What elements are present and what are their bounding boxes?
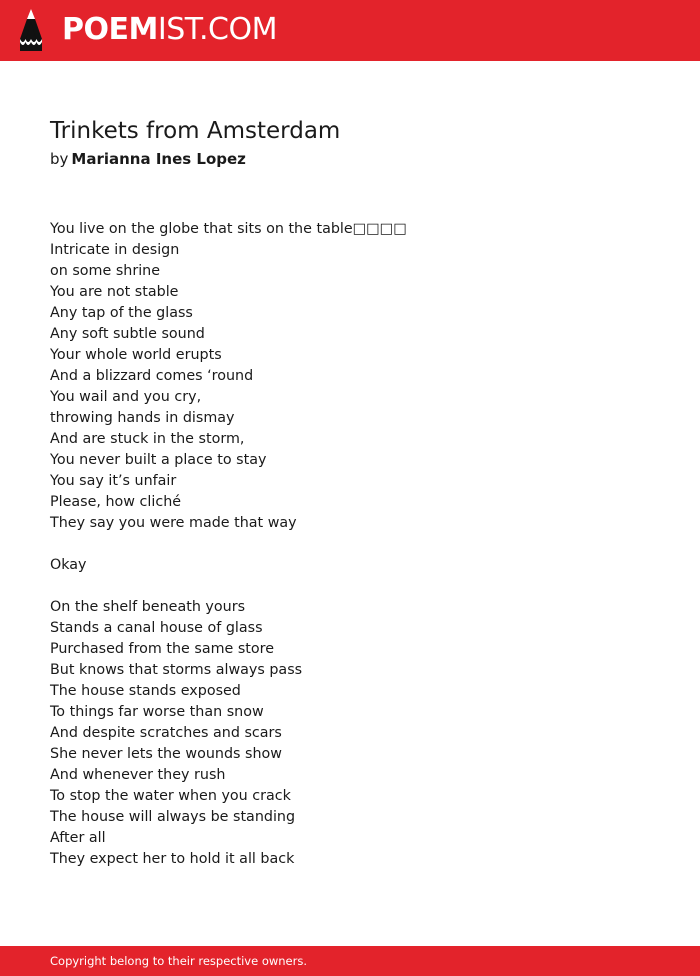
poem-line: Intricate in design	[50, 242, 180, 258]
poem-line: You wail and you cry,	[50, 389, 202, 405]
poem-line: And a blizzard comes ‘round	[50, 368, 254, 384]
poem-line: And are stuck in the storm,	[50, 431, 245, 447]
poem-line: They expect her to hold it all back	[50, 851, 295, 867]
stanza-break	[50, 576, 670, 597]
poem-author[interactable]: Marianna Ines Lopez	[71, 150, 246, 168]
pencil-logo-icon[interactable]	[18, 9, 44, 51]
poem-line: Stands a canal house of glass	[50, 620, 263, 636]
poem-line: You say it’s unfair	[50, 473, 177, 489]
site-footer	[0, 946, 700, 976]
poem-line: throwing hands in dismay	[50, 410, 235, 426]
poem-line: The house stands exposed	[50, 683, 241, 699]
site-header	[0, 0, 700, 61]
by-label: by	[50, 150, 69, 168]
poem-line: Purchased from the same store	[50, 641, 275, 657]
poem-line: Your whole world erupts	[50, 347, 222, 363]
poem-body	[50, 219, 670, 870]
poem-line: To stop the water when you crack	[50, 788, 291, 804]
poem-line: on some shrine	[50, 263, 161, 279]
poem-line: Any tap of the glass	[50, 305, 193, 321]
poem-line: On the shelf beneath yours	[50, 599, 246, 615]
poem-title: Trinkets from Amsterdam	[50, 118, 341, 144]
poem-line: After all	[50, 830, 106, 846]
poem-line: To things far worse than snow	[50, 704, 264, 720]
copyright-text: Copyright belong to their respective owners.	[50, 954, 308, 968]
poem-byline	[50, 149, 246, 169]
site-logo[interactable]	[62, 12, 277, 48]
poem-line: And despite scratches and scars	[50, 725, 282, 741]
poem-line: But knows that storms always pass	[50, 662, 303, 678]
poem-line: You are not stable	[50, 284, 179, 300]
poem-line: And whenever they rush	[50, 767, 226, 783]
poem-line: You never built a place to stay	[50, 452, 267, 468]
logo-text-bold: POEM	[62, 12, 158, 47]
stanza-break	[50, 534, 670, 555]
poem-line: You live on the globe that sits on the table□□□□	[50, 221, 407, 237]
poem-line: The house will always be standing	[50, 809, 296, 825]
logo-text-light: IST.COM	[157, 12, 277, 47]
poem-line: They say you were made that way	[50, 515, 297, 531]
poem-line: She never lets the wounds show	[50, 746, 282, 762]
poem-line: Any soft subtle sound	[50, 326, 205, 342]
poem-line: Okay	[50, 557, 87, 573]
poem-line: Please, how cliché	[50, 494, 182, 510]
